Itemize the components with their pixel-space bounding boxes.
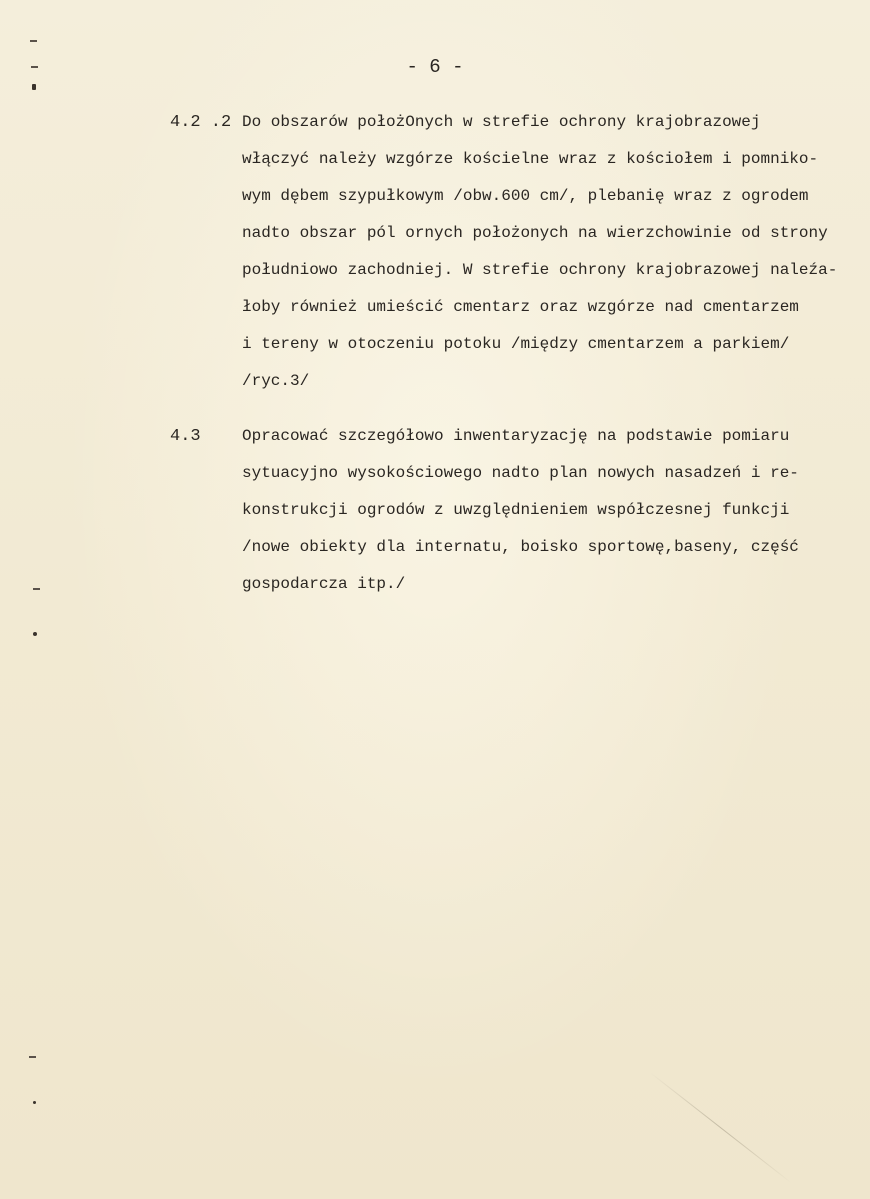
section-4-3 [170,418,870,608]
margin-mark [33,588,40,590]
text-line: /nowe obiekty dla internatu, boisko sportowę,baseny, część [242,538,799,556]
paper-crease [650,1072,792,1184]
text-line: Do obszarów położOnych w strefie ochrony krajobrazowej [242,113,761,131]
text-line: południowo zachodniej. W strefie ochrony krajobrazowej naleźa- [242,261,838,279]
text-line: wym dębem szypułkowym /obw.600 cm/, plebanię wraz z ogrodem [242,187,809,205]
margin-mark [33,632,37,636]
section-text [242,104,870,400]
section-number: 4.2 .2 [170,113,232,132]
section-text [242,418,870,603]
margin-mark [32,84,36,90]
text-line: Opracować szczegółowo inwentaryzację na podstawie pomiaru [242,427,790,445]
text-line: /ryc.3/ [242,372,310,390]
text-line: sytuacyjno wysokościowego nadto plan nowych nasadzeń i re- [242,464,799,482]
page-number: - 6 - [406,56,464,78]
section-4-2-2 [170,104,870,404]
margin-mark [30,40,37,42]
text-line: włączyć należy wzgórze kościelne wraz z kościołem i pomniko- [242,150,819,168]
margin-mark [33,1101,36,1104]
text-line: łoby również umieścić cmentarz oraz wzgórze nad cmentarzem [242,298,799,316]
text-line: gospodarcza itp./ [242,575,406,593]
margin-mark [29,1056,36,1058]
text-line: nadto obszar pól ornych położonych na wierzchowinie od strony [242,224,828,242]
text-line: konstrukcji ogrodów z uwzględnieniem współczesnej funkcji [242,501,790,519]
section-number: 4.3 [170,427,201,446]
text-line: i tereny w otoczeniu potoku /między cmentarzem a parkiem/ [242,335,790,353]
